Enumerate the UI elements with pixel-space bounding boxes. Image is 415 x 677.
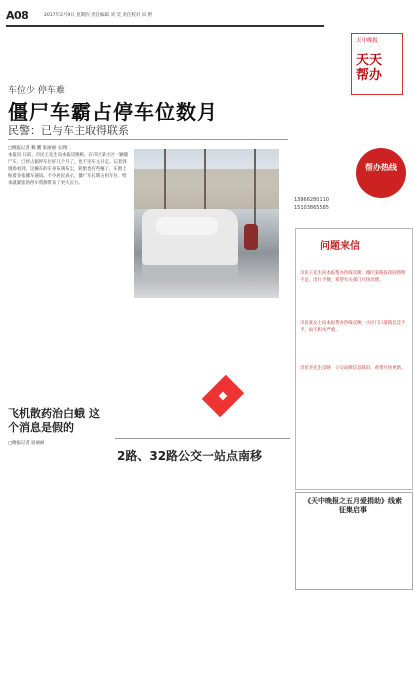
qa-q1: 市民王先生向本报帮办热线反映：城区某路段夜间照明不足，出行不便，希望有关部门尽快处理。 <box>300 271 406 283</box>
story2-text <box>8 440 108 660</box>
qa-q2: 市民张女士向本报帮办热线反映：小区门口道路坑洼不平，雨天积水严重。 <box>300 321 406 333</box>
article-col-1 <box>8 145 128 305</box>
photo-building <box>134 169 279 209</box>
qa-item-3 <box>300 365 406 372</box>
story2-byline: □晚报记者 屈丽丽 <box>8 441 45 446</box>
page-number: A08 <box>6 9 29 22</box>
article-text: 本报讯 日前，市民王先生向本报反映称，在市区某小区一辆僵尸车，已经占据停车位好几个月了，也不见车主开走。记者到现场看到，这辆车的车身布满灰尘，轮胎也有些瘪了，车窗上贴着多张挪车通知。不少居民表示，僵尸车长期占用车位，给本就紧张的停车资源带来了更大压力。 <box>8 153 128 186</box>
headline: 僵尸车霸占停车位数月 <box>8 100 218 124</box>
subheadline: 民警：已与车主取得联系 <box>8 124 129 137</box>
brand-box <box>351 33 403 95</box>
photo-tree <box>254 149 256 229</box>
photo-car <box>142 209 238 279</box>
byline: □晚报记者 赖 鹏 张丽丽 文/图 <box>8 146 68 151</box>
story3-headline: 2路、32路公交一站点南移 <box>117 449 263 463</box>
hotline-phones <box>294 196 329 212</box>
qa-item-2 <box>300 320 406 334</box>
phone-2: 15103865585 <box>294 205 329 211</box>
header-rule <box>6 25 324 27</box>
hotline-badge <box>356 148 406 198</box>
qa-q3: 市民李先生反映：公交站牌信息陈旧，希望尽快更新。 <box>300 366 406 371</box>
brand-small: 天中晚报 <box>356 38 379 44</box>
phone-1: 13966280110 <box>294 197 329 203</box>
notice-title: 《天中晚报之五月爱捐助》线索征集启事 <box>304 497 402 514</box>
article-bottom-text <box>8 312 288 362</box>
brand-big-1: 天天 <box>356 53 383 68</box>
story3-text <box>117 472 287 662</box>
kicker: 车位少 停车难 <box>8 86 65 96</box>
article-photo <box>134 149 279 298</box>
story2-headline: 飞机散药治白蛾 这个消息是假的 <box>8 407 100 434</box>
qa-box <box>295 228 413 490</box>
photo-scooter <box>244 224 258 250</box>
header-meta: 2017年2月9日 星期四 责任编辑 刘 奕 责任校对 田 野 <box>44 13 153 18</box>
section-tag: ■ <box>202 375 244 417</box>
qa-title: 问题来信 <box>320 241 360 252</box>
qa-item-1 <box>300 270 406 284</box>
story3-rule <box>115 438 290 439</box>
hotline-label: 帮办热线 <box>365 163 397 172</box>
brand-big-2: 帮办 <box>356 68 383 83</box>
headline-rule <box>8 139 288 140</box>
